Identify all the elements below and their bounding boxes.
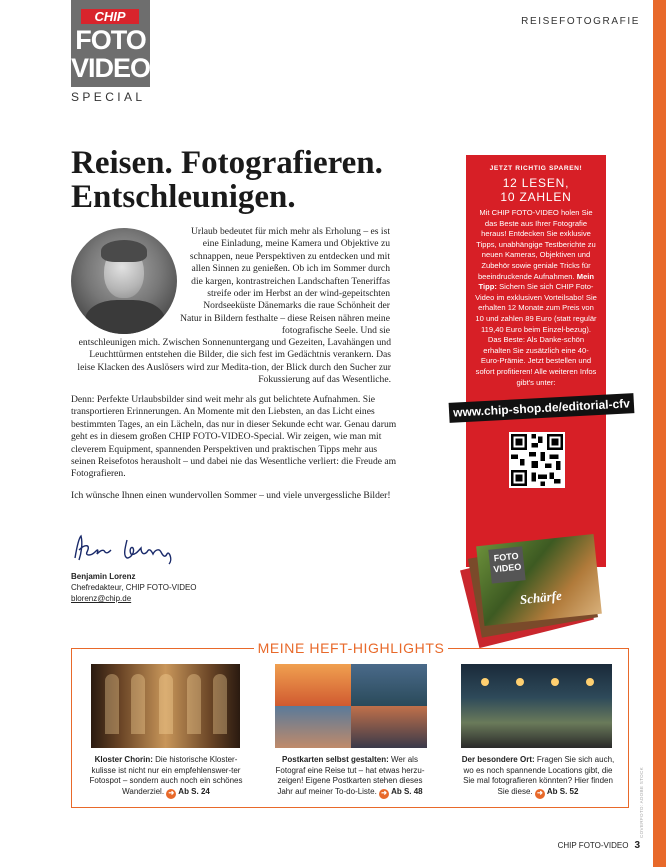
lamp [551, 678, 559, 686]
page-number: 3 [634, 840, 640, 851]
headline-line-2: Entschleunigen. [71, 179, 296, 215]
arch [187, 674, 201, 734]
special-label: SPECIAL [71, 90, 146, 104]
highlight-image-postcards [275, 664, 427, 748]
arch [213, 674, 227, 734]
promo-text-1: Mit CHIP FOTO-VIDEO holen Sie das Beste aus Ihrer Fotografie heraus! Entdecken Sie exklusive Tipps, unabhängige Testberichte zu neuen Kameras, Objektiven und Zubehör sowie geniale Tricks für beeindruckende Aufnahmen. [476, 208, 596, 281]
photo-credit [639, 738, 649, 838]
page-reference-2[interactable] [379, 787, 423, 796]
postcard-photo [275, 664, 351, 706]
portrait-hair [101, 240, 147, 262]
highlight-image-kloster [91, 664, 240, 748]
headline-line-1: Reisen. Fotografieren. [71, 145, 383, 181]
lamp [586, 678, 594, 686]
promo-kicker: JETZT RICHTIG SPAREN! [489, 165, 583, 172]
page-reference-1[interactable] [166, 787, 210, 796]
logo-video: VIDEO [71, 53, 151, 83]
author-email-link[interactable]: blorenz@chip.de [71, 594, 132, 603]
highlights-title: MEINE HEFT-HIGHLIGHTS [254, 639, 448, 657]
paragraph-3: Ich wünsche Ihnen einen wundervollen Sommer – und viele unvergessliche Bilder! [71, 490, 391, 501]
arrow-right-icon: ➜ [535, 789, 545, 799]
magazine-cover-logo [488, 546, 525, 583]
portrait-torso [85, 300, 165, 334]
handwritten-signature [69, 530, 189, 566]
highlight-caption-3 [458, 755, 618, 799]
arrow-right-icon: ➜ [166, 789, 176, 799]
lamp [481, 678, 489, 686]
logo-foto: FOTO [75, 25, 146, 55]
arch [105, 674, 119, 734]
promo-body [474, 208, 598, 388]
postcard-photo [351, 664, 427, 706]
highlight-caption-2 [270, 755, 430, 799]
promo-tip-label: Mein Tipp: [478, 271, 595, 292]
section-label: REISEFOTOGRAFIE [521, 16, 640, 27]
arrow-right-icon: ➜ [379, 789, 389, 799]
subscription-promo [466, 155, 606, 567]
intro-text-top: Urlaub bedeutet für mich mehr als Erholung – es ist eine Einladung, meine Kamera und Objektive zu schnappen, neue Perspektiven zu entdecken und mit allen Sinnen zu genießen. Ob ich im Sommer durch die kargen, kontrastreichen Landschaften Teneriffas streife oder im Herbst an der wind-gepeitschten Nordseeküste Dänemarks die raue Schönheit der Natur in Bildern festhalte – diese Reisen nähren meine fotografische Seele. Und sie [180, 226, 390, 337]
intro-text-bottom: entschleunigen mich. Zwischen Sonnenuntergang und Gezeiten, Lavahängen und Leuchttürmen entstehen die Bilder, die sich fest im Gedächtnis verankern. Das leise Klacken des Auslösers wird zur Medita-tion, der Blick durch den Sucher zur Fokussierung auf das Wesentliche. [77, 337, 391, 386]
author-portrait [71, 228, 177, 334]
highlight-caption-1 [86, 755, 246, 799]
shop-url-text: www.chip-shop.de/editorial-cfv [452, 396, 631, 420]
page-footer [480, 840, 640, 851]
arch [131, 674, 145, 734]
page-reference-text-2: Ab S. 48 [391, 786, 423, 796]
author-name: Benjamin Lorenz [71, 572, 136, 581]
footer-magazine: CHIP FOTO-VIDEO [557, 841, 629, 850]
promo-title-line-1: 12 LESEN, [502, 176, 570, 190]
magazine-logo [71, 0, 150, 87]
arch [159, 674, 173, 734]
promo-title [466, 176, 606, 204]
highlight-lead-2: Postkarten selbst gestalten: [282, 755, 389, 764]
magazine-logo-video: VIDEO [492, 561, 522, 575]
photo-credit-text: COVERFOTO: ADOBE STOCK [639, 766, 644, 838]
qr-code[interactable] [509, 432, 565, 488]
promo-title-line-2: 10 ZAHLEN [500, 190, 572, 204]
edge-strip [653, 0, 666, 867]
lamp [516, 678, 524, 686]
page-reference-3[interactable] [535, 787, 579, 796]
highlight-lead-3: Der besondere Ort: [461, 755, 535, 764]
page-reference-text-1: Ab S. 24 [178, 786, 210, 796]
promo-text-2: Sichern Sie sich CHIP Foto-Video im exklusiven Vorteilsabo! Sie erhalten 12 Monate zum Preis von 10 und zahlen 89 Euro (statt regulär 119,40 Euro beim Einzel-bezug). Das Beste: Als Danke-schön erhalten Sie zusätzlich eine 40-Euro-Prämie. Jetzt bestellen und sofort profitieren! Alle weiteren Infos gibt's unter: [475, 282, 597, 387]
postcard-photo [275, 706, 351, 748]
highlight-lead-1: Kloster Chorin: [94, 755, 153, 764]
postcard-photo [351, 706, 427, 748]
magazine-logo-foto: FOTO [493, 550, 520, 564]
page-reference-text-3: Ab S. 52 [546, 786, 579, 796]
paragraph-2: Denn: Perfekte Urlaubsbilder sind weit mehr als gut belichtete Aufnahmen. Sie transportieren Erinnerungen. An Momente mit den Liebsten, an das Licht eines bestimmten Tages, an ein Lächeln, das nur in dieser Sekunde echt war. Genau darum geht es in diesem großen CHIP FOTO-VIDEO-Special. Wir zeigen, wie man mit cleverem Equipment, spannenden Perspektiven und praktischen Tipps mehr aus seinen Reisefotos herausholt – und dabei nie das Wesentliche verliert: die Freude am Fotografieren. [71, 394, 397, 480]
highlight-image-location [461, 664, 612, 748]
highlight-text-2: Wer als Fotograf eine Reise tut – hat etwas herzu-zeigen! Eigene Postkarten stehen dieses Jahr auf meiner To-do-Liste. [275, 755, 425, 796]
highlight-text-3: Fragen Sie sich auch, wo es noch spannende Locations gibt, die Sie mal fotografieren könnten? Hier finden Sie diese. [463, 755, 615, 796]
author-role: Chefredakteur, CHIP FOTO-VIDEO [71, 583, 197, 592]
highlight-text-1: Die historische Kloster-kulisse ist nicht nur ein empfehlenswer-ter Fotospot – sondern auch noch ein schönes Wanderziel. [89, 755, 243, 796]
logo-chip: CHIP [81, 9, 139, 24]
headline [71, 146, 451, 214]
magazine-cover-title: Schärfe [519, 587, 563, 608]
